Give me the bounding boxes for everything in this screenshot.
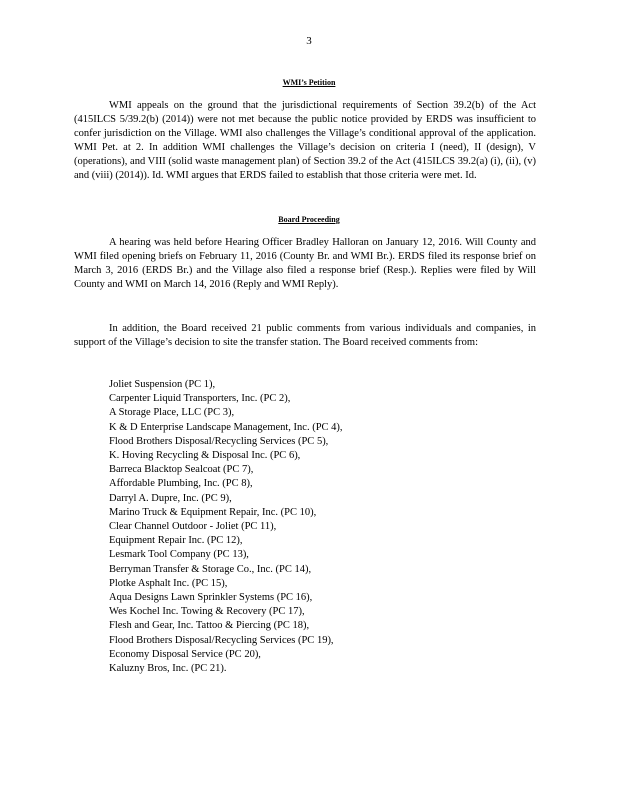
public-comment-item: Marino Truck & Equipment Repair, Inc. (PC 10), — [109, 506, 317, 518]
section-heading-wmi-petition: WMI’s Petition — [282, 78, 336, 87]
section-heading-board-proceeding: Board Proceeding — [278, 215, 340, 224]
public-comment-item: Carpenter Liquid Transporters, Inc. (PC 2), — [109, 393, 291, 405]
public-comment-item: Flesh and Gear, Inc. Tattoo & Piercing (PC 18), — [109, 620, 310, 632]
public-comment-item: Aqua Designs Lawn Sprinkler Systems (PC 16), — [109, 592, 313, 604]
public-comment-item: Darryl A. Dupre, Inc. (PC 9), — [109, 492, 232, 504]
public-comment-item: Kaluzny Bros, Inc. (PC 21). — [109, 663, 227, 675]
public-comment-item: Flood Brothers Disposal/Recycling Services (PC 5), — [109, 435, 329, 447]
public-comment-item: Barreca Blacktop Sealcoat (PC 7), — [109, 464, 254, 476]
public-comment-item: K. Hoving Recycling & Disposal Inc. (PC 6), — [109, 450, 301, 462]
public-comment-item: Economy Disposal Service (PC 20), — [109, 648, 261, 660]
public-comment-list — [109, 378, 343, 676]
paragraph-public-comments: In addition, the Board received 21 public comments from various individuals and companies, in support of the Village’s decision to site the transfer station. The Board received comments from: — [74, 323, 536, 348]
page-number: 3 — [306, 35, 312, 47]
public-comment-item: Flood Brothers Disposal/Recycling Services (PC 19), — [109, 634, 334, 646]
public-comment-item: Joliet Suspension (PC 1), — [109, 379, 216, 390]
public-comment-item: Clear Channel Outdoor - Joliet (PC 11), — [109, 521, 277, 533]
public-comment-item: K & D Enterprise Landscape Management, Inc. (PC 4), — [109, 421, 343, 433]
public-comment-item: Berryman Transfer & Storage Co., Inc. (PC 14), — [109, 563, 312, 575]
public-comment-item: Lesmark Tool Company (PC 13), — [109, 549, 249, 561]
paragraph-hearing: A hearing was held before Hearing Officer Bradley Halloran on January 12, 2016. Will County and WMI filed opening briefs on February 11, 2016 (County Br. and WMI Br.). ERDS filed its response brief on March 3, 2016 (ERDS Br.) and the Village also filed a response brief (Resp.). Replies were filed by Will County and WMI on March 14, 2016 (Reply and WMI Reply). — [74, 237, 536, 290]
public-comment-item: A Storage Place, LLC (PC 3), — [109, 407, 235, 419]
public-comment-item: Equipment Repair Inc. (PC 12), — [109, 535, 243, 547]
public-comment-item: Plotke Asphalt Inc. (PC 15), — [109, 577, 228, 589]
public-comment-item: Affordable Plumbing, Inc. (PC 8), — [109, 478, 253, 490]
paragraph-wmi-petition: WMI appeals on the ground that the jurisdictional requirements of Section 39.2(b) of the Act (415ILCS 5/39.2(b) (2014)) were not met because the public notice provided by ERDS was insufficient to confer jurisdiction on the Village. WMI also challenges the Village’s conditional approval of the application. WMI Pet. at 2. In addition WMI challenges the Village’s decision on criteria I (need), II (design), V (operations), and VIII (solid waste management plan) of Section 39.2 of the Act (415ILCS 39.2(a) (i), (ii), (v) and (viii) (2014)). Id. WMI argues that ERDS failed to establish that those criteria were met. Id. — [74, 100, 536, 181]
public-comment-item: Wes Kochel Inc. Towing & Recovery (PC 17), — [109, 606, 305, 618]
